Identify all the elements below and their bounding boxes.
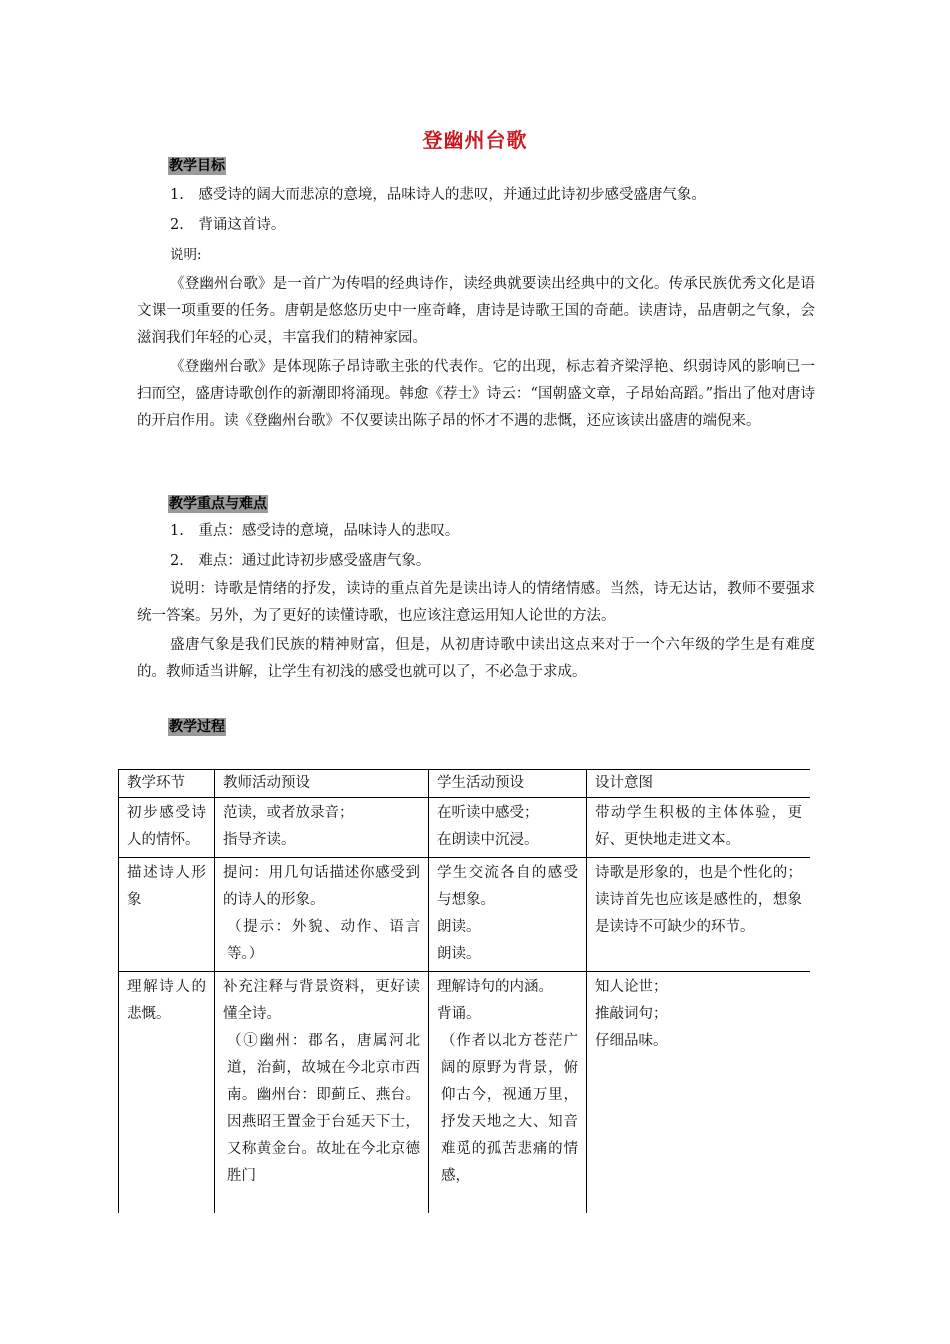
student-line: 在听读中感受； xyxy=(437,805,539,821)
student-cell xyxy=(429,798,587,858)
objective-paragraph-2: 《登幽州台歌》是体现陈子昂诗歌主张的代表作。它的出现，标志着齐梁浮艳、织弱诗风的影响已一扫而空，盛唐诗歌创作的新潮即将涌现。韩愈《荐士》诗云：“国朝盛文章，子昂始高蹈。”指出了他对唐诗的开启作用。读《登幽州台歌》不仅要读出陈子昂的怀才不遇的悲慨，还应该读出盛唐的端倪来。 xyxy=(137,359,815,429)
teacher-line: 补充注释与背景资料，更好读懂全诗。 xyxy=(223,979,420,1022)
section-heading-process: 教学过程 xyxy=(169,719,225,735)
teacher-line: 指导齐读。 xyxy=(223,832,296,848)
objective-item-1: 1. 感受诗的阔大而悲凉的意境，品味诗人的悲叹，并通过此诗初步感受盛唐气象。 xyxy=(170,187,706,203)
teacher-cell xyxy=(215,858,429,972)
header-student: 学生活动预设 xyxy=(429,770,587,798)
table-row xyxy=(119,972,811,1214)
header-teacher: 教师活动预设 xyxy=(215,770,429,798)
table-row xyxy=(119,858,811,972)
objective-paragraph-1: 《登幽州台歌》是一首广为传唱的经典诗作，读经典就要读出经典中的文化。传承民族优秀文化是语文课一项重要的任务。唐朝是悠悠历史中一座奇峰，唐诗是诗歌王国的奇葩。读唐诗，品唐朝之气象，会滋润我们年轻的心灵，丰富我们的精神家园。 xyxy=(137,276,815,346)
key-point-paragraph-2: 盛唐气象是我们民族的精神财富，但是，从初唐诗歌中读出这点来对于一个六年级的学生是有难度的。教师适当讲解，让学生有初浅的感受也就可以了，不必急于求成。 xyxy=(137,637,815,680)
header-intent: 设计意图 xyxy=(587,770,811,798)
teacher-line: 提问：用几句话描述你感受到的诗人的形象。 xyxy=(223,865,420,908)
process-table xyxy=(118,769,810,1213)
intent-cell xyxy=(587,798,811,858)
teacher-line: （①幽州：郡名，唐属河北道，治蓟，故城在今北京市西南。幽州台：即蓟丘、燕台。因燕昭王置金于台延天下士，又称黄金台。故址在今北京德胜门 xyxy=(227,1033,420,1184)
section-heading-objectives: 教学目标 xyxy=(169,158,225,174)
process-table-frame xyxy=(118,769,810,1213)
table-row xyxy=(119,798,811,858)
stage-cell: 理解诗人的悲慨。 xyxy=(119,972,215,1214)
student-line: 在朗读中沉浸。 xyxy=(437,832,539,848)
objective-item-2: 2. 背诵这首诗。 xyxy=(170,217,286,233)
intent-cell xyxy=(587,858,811,972)
key-point-item-1: 1. 重点：感受诗的意境，品味诗人的悲叹。 xyxy=(170,523,460,539)
stage-cell: 初步感受诗人的情怀。 xyxy=(119,798,215,858)
intent-cell xyxy=(587,972,811,1214)
table-header-row xyxy=(119,770,811,798)
header-stage: 教学环节 xyxy=(119,770,215,798)
stage-cell: 描述诗人形象 xyxy=(119,858,215,972)
student-cell xyxy=(429,972,587,1214)
student-line: 朗读。 xyxy=(437,946,481,962)
teacher-line: （提示：外貌、动作、语言等。） xyxy=(227,919,420,962)
teacher-cell xyxy=(215,798,429,858)
student-line: 理解诗句的内涵。 xyxy=(437,979,553,995)
key-point-item-2: 2. 难点：通过此诗初步感受盛唐气象。 xyxy=(170,553,431,569)
teacher-cell xyxy=(215,972,429,1214)
student-line: 学生交流各自的感受与想象。 xyxy=(437,865,578,908)
student-cell xyxy=(429,858,587,972)
intent-line: 诗歌是形象的，也是个性化的；读诗首先也应该是感性的，想象是读诗不可缺少的环节。 xyxy=(595,865,802,935)
student-line: 背诵。 xyxy=(437,1006,481,1022)
intent-line: 知人论世； xyxy=(595,979,668,995)
student-cell-content xyxy=(437,974,578,1186)
intent-line: 仔细品味。 xyxy=(595,1033,668,1049)
teacher-line: 范读，或者放录音； xyxy=(223,805,354,821)
section-heading-key-points: 教学重点与难点 xyxy=(169,496,267,512)
document-title: 登幽州台歌 xyxy=(422,128,528,152)
key-point-paragraph-1: 说明：诗歌是情绪的抒发，读诗的重点首先是读出诗人的情绪情感。当然，诗无达诂，教师不要强求统一答案。另外，为了更好的读懂诗歌，也应该注意运用知人论世的方法。 xyxy=(137,581,815,624)
intent-line: 带动学生积极的主体体验，更好、更快地走进文本。 xyxy=(595,805,802,848)
teacher-cell-content xyxy=(223,974,420,1186)
student-line: 朗读。 xyxy=(437,919,481,935)
intent-line: 推敲词句； xyxy=(595,1006,668,1022)
objective-note-label: 说明: xyxy=(170,247,202,263)
student-line: （作者以北方苍茫广阔的原野为背景，俯仰古今，视通万里，抒发天地之大、知音难觅的孤苦悲痛的情感， xyxy=(441,1033,578,1184)
